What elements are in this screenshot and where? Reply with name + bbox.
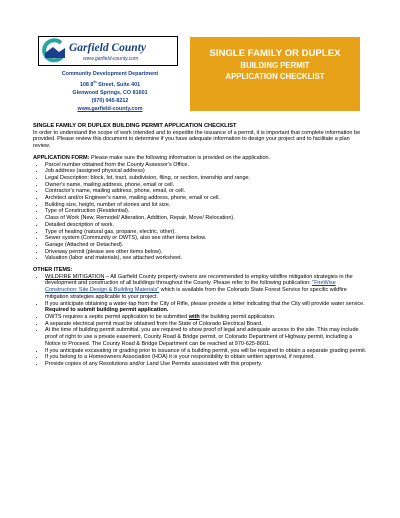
- list-item-electrical: • A separate electrical permit must be obtained from the State of Colorado Electrical Board.: [45, 321, 368, 328]
- list-item: • Garage (Attached or Detached).: [45, 242, 368, 249]
- list-item-water: • If you anticipate obtaining a water-tap from the City of Rifle, please provide a letter indicating that the City will provide water service. Required to submit building permit application.: [45, 301, 368, 314]
- list-item-hoa: • If you belong to a Homeowners Association (HOA) it is your responsibility to obtain written approval, if required.: [45, 354, 368, 361]
- list-item-grading: • If you anticipate excavating or grading prior to issuance of a building permit, you will be required to obtain a separate grading permit.: [45, 348, 368, 355]
- list-item: • Type of Construction (Residential).: [45, 208, 368, 215]
- website-link[interactable]: www.garfield-county.com: [77, 105, 143, 112]
- title-line-2: BUILDING PERMIT: [240, 61, 310, 70]
- address-street: 108 8th Street, Suite 401: [79, 80, 141, 88]
- other-items-heading: OTHER ITEMS:: [33, 267, 73, 274]
- title-line-1: SINGLE FAMILY OR DUPLEX: [209, 48, 341, 59]
- list-item: • Sewer system (Community or OWTS), also see other items below.: [45, 235, 368, 242]
- list-item: • Architect and/or Engineer's name, mailing address, phone, email or cell.: [45, 195, 368, 202]
- address-city: Glenwood Springs, CO 81601: [72, 89, 148, 96]
- application-form-list: [33, 162, 368, 263]
- intro-heading: SINGLE FAMILY OR DUPLEX BUILDING PERMIT APPLICATION CHECKLIST: [33, 123, 237, 129]
- firewise-link[interactable]: "FireWise Construction: Site Design & Building Materials": [45, 280, 336, 294]
- logo-url: www.garfield-county.com: [83, 56, 139, 62]
- county-logo: [38, 36, 178, 66]
- list-item: • Valuation (labor and materials), see attached worksheet.: [45, 255, 368, 262]
- county-logo-icon: [41, 38, 67, 64]
- department-name: Community Development Department: [61, 71, 159, 77]
- list-item: • Class of Work (New, Remodel/ Alteration, Addition, Repair, Move/ Relocation).: [45, 215, 368, 222]
- document-body: [33, 123, 368, 368]
- list-item: • Owner's name, mailing address, phone, email or cell.: [45, 182, 368, 189]
- list-item: • Job address (assigned physical address): [45, 168, 368, 175]
- phone-number: (970) 945-8212: [91, 97, 129, 104]
- list-item: • Type of heating (natural gas, propane, electric, other).: [45, 229, 368, 236]
- list-item-owts: • OWTS requires a septic permit application to be submitted with the building permit application.: [45, 314, 368, 321]
- title-banner: [190, 37, 360, 111]
- other-items-list: [33, 274, 368, 368]
- department-address: [30, 70, 190, 113]
- application-form-intro: APPLICATION FORM: Please make sure the following information is provided on the application.: [33, 154, 271, 161]
- title-line-3: APPLICATION CHECKLIST: [225, 72, 325, 81]
- list-item: • Legal Description: block, lot, tract, subdivision, filing, or section, township and range.: [45, 175, 368, 182]
- list-item: • Parcel number obtained from the County Assessor's Office.: [45, 162, 368, 169]
- list-item: • Building size, height, number of stories and lot size.: [45, 202, 368, 209]
- intro-text: In order to understand the scope of work intended and to expedite the issuance of a permit, it is important that complete information be provided. Please review this document to determine if you have adequate information to design your project and to facilitate a plan review.: [33, 129, 361, 150]
- list-item-resolutions: • Provide copies of any Resolutions and/or Land Use Permits associated with this property.: [45, 361, 368, 368]
- header: [0, 0, 400, 120]
- logo-text: Garfield County: [69, 42, 146, 54]
- list-item-wildfire: • WILDFIRE MITIGATION – All Garfield County property owners are recommended to employ wildfire mitigation strategies in the development and construction of all buildings throughout the County. Please refer to the following publication: "FireWise Construction: Site Design & Building Materials" which is available from the Colorado State Forest Service for specific wildfire mitigation strategies applicable to your project.: [45, 274, 368, 301]
- list-item: • Driveway permit (please see other items below).: [45, 249, 368, 256]
- list-item: • Detailed description of work.: [45, 222, 368, 229]
- list-item: • Contractor's name, mailing address, phone, email, or cell.: [45, 188, 368, 195]
- list-item-access: • At the time of building permit submittal, you are required to show proof of legal and adequate access to the site. This may include proof of right to use a private easement, County Road & Bridge permit, or Colorado Department of Highway permit, including a Notice to Proceed. The County Road & Bridge Department can be reached at 970-625-8601.: [45, 327, 368, 347]
